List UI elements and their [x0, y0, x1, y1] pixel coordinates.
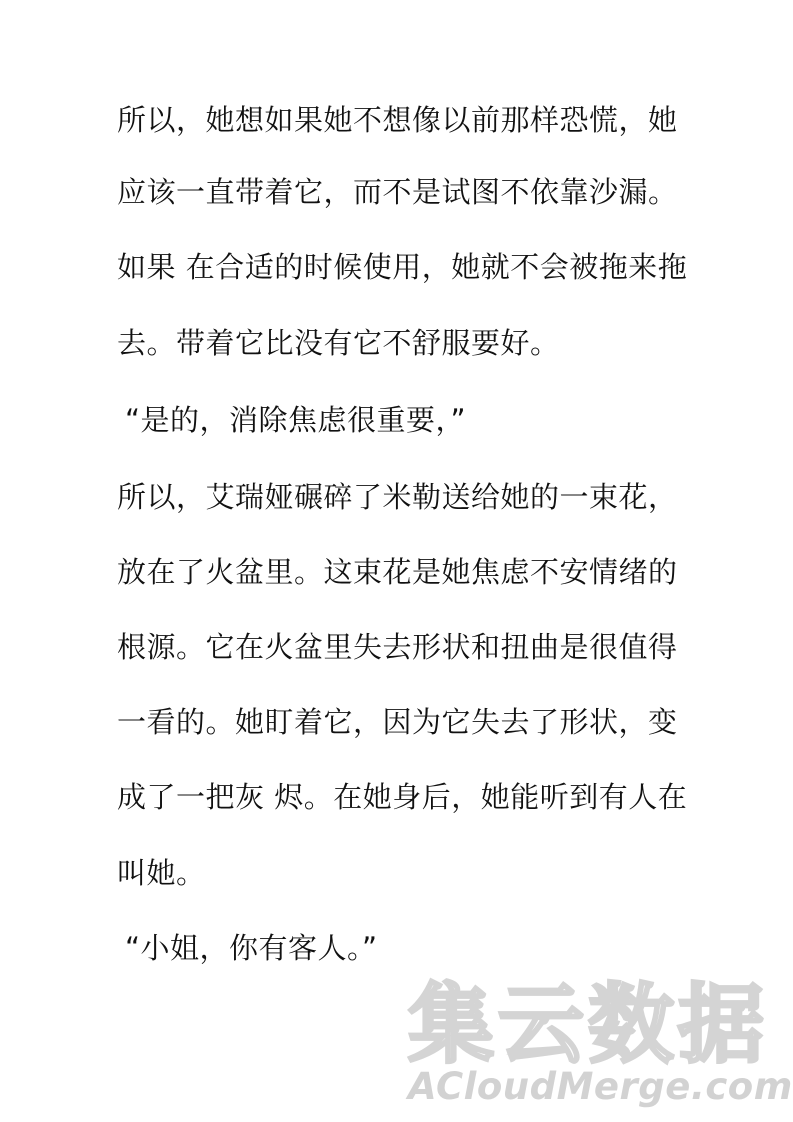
text-line-8: 一看的。她盯着它，因为它失去了形状，变 — [117, 705, 678, 739]
text-line-4: 去。带着它比没有它不舒服要好。 — [117, 326, 560, 360]
text-line-1: 所以，她想如果她不想像以前那样恐慌，她 — [117, 103, 678, 137]
watermark-logo — [400, 975, 793, 1115]
text-line-3: 如果 在合适的时候使用，她就不会被拖来拖 — [117, 250, 688, 284]
watermark-english: ACloudMerge.com — [408, 1065, 793, 1108]
text-line-7: 根源。它在火盆里失去形状和扭曲是很值得 — [117, 630, 678, 664]
text-line-2: 应该一直带着它，而不是试图不依靠沙漏。 — [117, 175, 678, 209]
text-line-5: 所以，艾瑞娅碾碎了米勒送给她的一束花， — [117, 480, 678, 514]
dialogue-line-1: “是的，消除焦虑很重要，” — [125, 403, 467, 437]
dialogue-line-2: “小姐，你有客人。” — [125, 931, 378, 965]
text-line-6: 放在了火盆里。这束花是她焦虑不安情绪的 — [117, 555, 678, 589]
text-line-10: 叫她。 — [117, 856, 206, 890]
text-line-9: 成了一把灰 烬。在她身后，她能听到有人在 — [117, 780, 688, 814]
watermark-chinese: 集云数据 — [408, 975, 768, 1075]
